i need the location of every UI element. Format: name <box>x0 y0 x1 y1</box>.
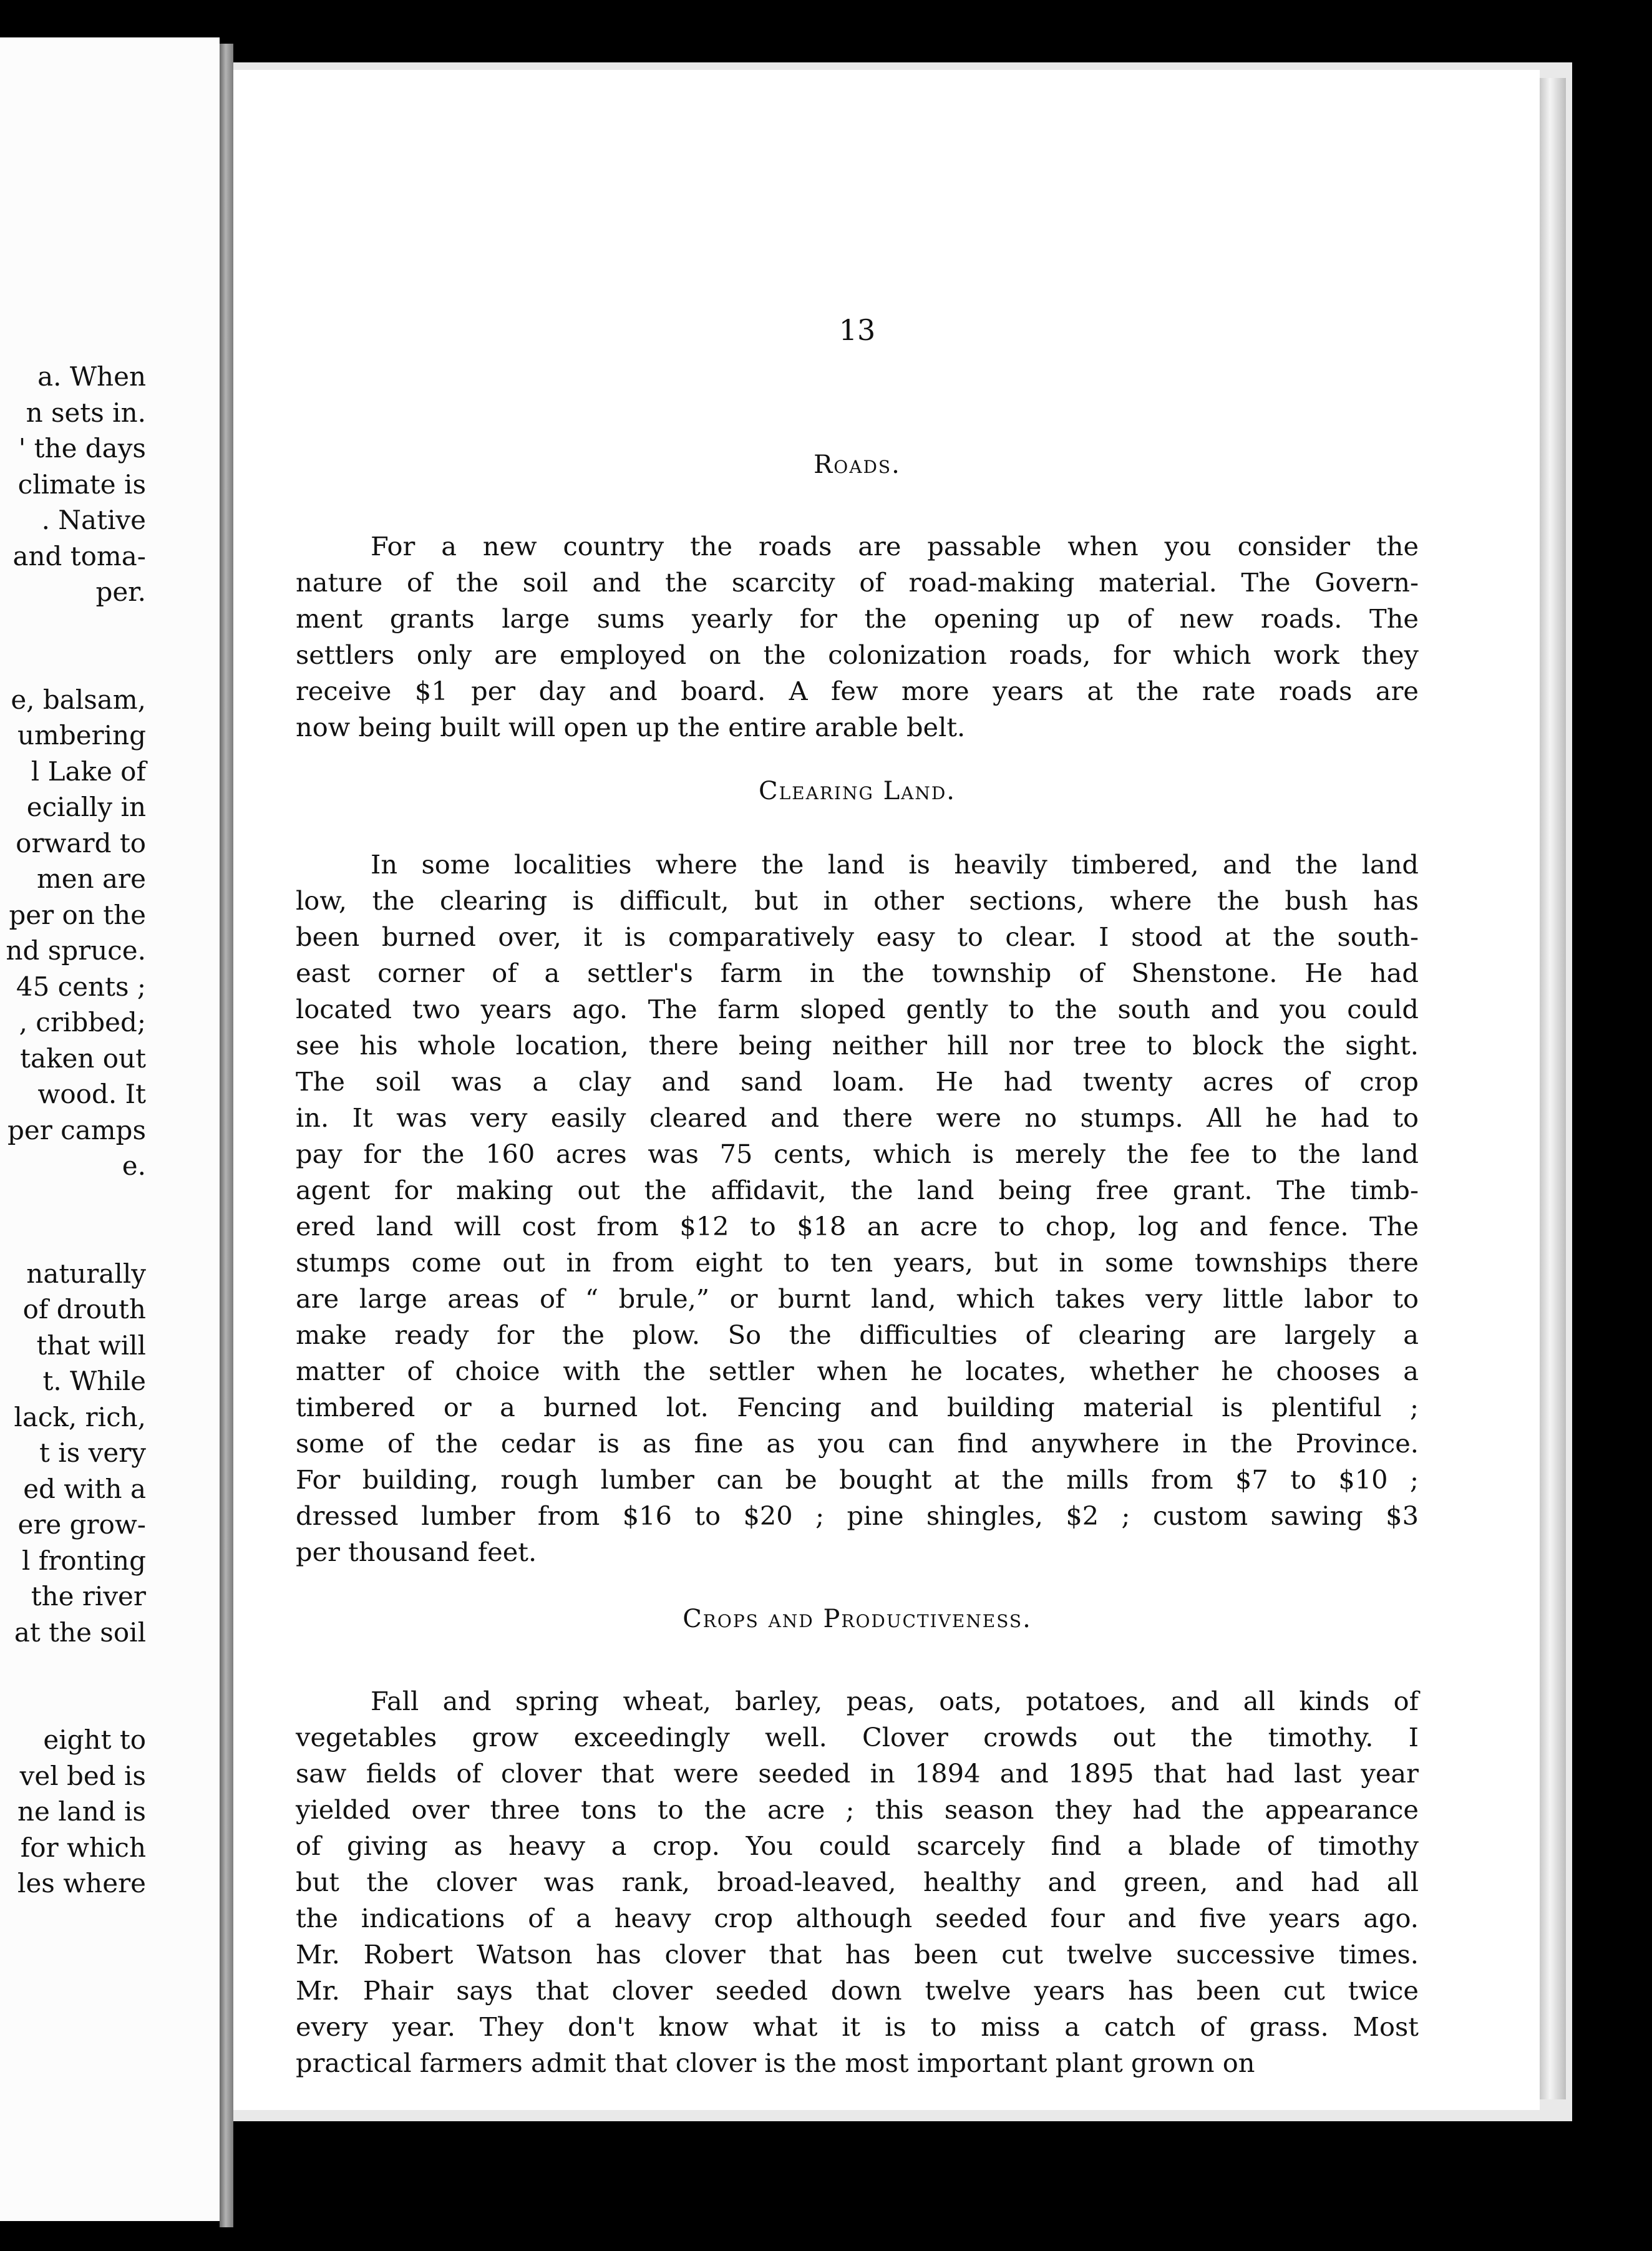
text-line: stumps come out in from eight to ten years, but in some townships there <box>296 1247 1419 1278</box>
left-page-line <box>0 1650 146 1686</box>
text-line: some of the cedar is as fine as you can find anywhere in the Province. <box>296 1428 1419 1459</box>
left-page-line <box>0 1220 146 1256</box>
left-page-line: ' the days <box>18 433 146 464</box>
left-page-line: e. <box>122 1150 146 1181</box>
text-line: In some localities where the land is heavily timbered, and the land <box>371 849 1419 880</box>
left-page-line: at the soil <box>14 1617 146 1648</box>
left-page-line: a. When <box>37 361 146 392</box>
left-page-line: that will <box>36 1330 146 1361</box>
text-line: dressed lumber from $16 to $20 ; pine shingles, $2 ; custom sawing $3 <box>296 1500 1419 1531</box>
text-line: receive $1 per day and board. A few more years at the rate roads are <box>296 676 1419 706</box>
text-line: see his whole location, there being neither hill nor tree to block the sight. <box>296 1030 1419 1061</box>
text-line: For a new country the roads are passable when you consider the <box>371 531 1419 562</box>
left-page-line: vel bed is <box>19 1760 146 1791</box>
section-body-roads <box>296 528 1419 746</box>
text-line: are large areas of “ brule,” or burnt land, which takes very little labor to <box>296 1283 1419 1314</box>
text-line: ered land will cost from $12 to $18 an acre to chop, log and fence. The <box>296 1211 1419 1242</box>
text-line: yielded over three tons to the acre ; this season they had the appearance <box>296 1794 1419 1825</box>
left-page-line: 45 cents ; <box>16 971 146 1002</box>
text-line: but the clover was rank, broad-leaved, healthy and green, and had all <box>296 1867 1419 1897</box>
left-page-line: and toma- <box>12 540 146 571</box>
text-line: make ready for the plow. So the difficulties of clearing are largely a <box>296 1320 1419 1350</box>
text-line: practical farmers admit that clover is the most important plant grown on <box>296 2048 1255 2078</box>
right-page <box>233 70 1540 2110</box>
text-line: located two years ago. The farm sloped gently to the south and you could <box>296 994 1419 1024</box>
section-heading-crops: Crops and Productiveness. <box>683 1605 1032 1633</box>
left-page-line: for which <box>20 1832 146 1863</box>
text-line: matter of choice with the settler when he locates, whether he chooses a <box>296 1356 1419 1386</box>
text-line: the indications of a heavy crop although seeded four and five years ago. <box>296 1903 1419 1933</box>
left-page-line: ed with a <box>23 1473 146 1504</box>
text-line: been burned over, it is comparatively easy to clear. I stood at the south- <box>296 921 1419 952</box>
text-line: Mr. Phair says that clover seeded down twelve years has been cut twice <box>296 1975 1419 2006</box>
left-page-line <box>0 646 146 682</box>
book-gutter <box>220 44 233 2227</box>
left-page-line: t. While <box>42 1366 146 1396</box>
left-page-line: ecially in <box>26 792 146 822</box>
section-body-clearing-land <box>296 847 1419 1570</box>
section-heading-clearing-land: Clearing Land. <box>758 777 956 805</box>
section-body-crops <box>296 1683 1419 2081</box>
left-page-line: orward to <box>16 827 146 858</box>
left-page-line: taken out <box>20 1043 146 1074</box>
text-line: Mr. Robert Watson has clover that has been cut twelve successive times. <box>296 1939 1419 1970</box>
left-page-line: men are <box>36 863 146 894</box>
left-page-line: ne land is <box>17 1796 146 1827</box>
page-edge <box>1540 78 1566 2099</box>
left-page-line: wood. It <box>37 1079 146 1109</box>
text-line: nature of the soil and the scarcity of road-making material. The Govern- <box>296 567 1419 598</box>
text-line: now being built will open up the entire arable belt. <box>296 712 966 742</box>
left-page-line: climate is <box>17 469 146 500</box>
left-page-line: lack, rich, <box>14 1401 146 1432</box>
text-line: per thousand feet. <box>296 1537 537 1567</box>
text-line: For building, rough lumber can be bought at the mills from $7 to $10 ; <box>296 1464 1419 1495</box>
left-page <box>0 37 220 2221</box>
text-line: ment grants large sums yearly for the opening up of new roads. The <box>296 603 1419 634</box>
left-page-line: . Native <box>41 505 146 535</box>
left-page-line: les where <box>17 1868 146 1899</box>
left-page-text-column <box>0 359 146 1902</box>
left-page-line: the river <box>31 1581 146 1612</box>
text-line: timbered or a burned lot. Fencing and building material is plentiful ; <box>296 1392 1419 1422</box>
text-line: vegetables grow exceedingly well. Clover crowds out the timothy. I <box>296 1722 1419 1753</box>
text-line: The soil was a clay and sand loam. He had twenty acres of crop <box>296 1066 1419 1097</box>
left-page-line: t is very <box>39 1437 146 1468</box>
text-line: every year. They don't know what it is to miss a catch of grass. Most <box>296 2011 1419 2042</box>
text-line: low, the clearing is difficult, but in other sections, where the bush has <box>296 885 1419 916</box>
left-page-line: of drouth <box>22 1294 146 1325</box>
left-page-line: eight to <box>43 1724 146 1755</box>
left-page-line: nd spruce. <box>6 935 146 966</box>
left-page-line: per camps <box>7 1114 146 1145</box>
left-page-line: l fronting <box>22 1545 146 1576</box>
left-page-line: per. <box>95 576 146 607</box>
left-page-line <box>0 610 146 646</box>
left-page-line: umbering <box>17 720 146 751</box>
text-line: of giving as heavy a crop. You could scarcely find a blade of timothy <box>296 1830 1419 1861</box>
page-number: 13 <box>838 313 876 347</box>
text-line: settlers only are employed on the colonization roads, for which work they <box>296 639 1419 670</box>
left-page-line: l Lake of <box>31 756 146 787</box>
left-page-line: n sets in. <box>26 397 146 428</box>
text-line: pay for the 160 acres was 75 cents, which is merely the fee to the land <box>296 1139 1419 1169</box>
text-line: east corner of a settler's farm in the township of Shenstone. He had <box>296 958 1419 988</box>
left-page-line <box>0 1184 146 1220</box>
left-page-line: naturally <box>26 1258 146 1289</box>
left-page-line <box>0 1686 146 1723</box>
section-heading-roads: Roads. <box>814 450 901 479</box>
left-page-line: , cribbed; <box>19 1007 146 1038</box>
left-page-line: e, balsam, <box>11 684 146 715</box>
left-page-line: ere grow- <box>17 1509 146 1540</box>
text-line: in. It was very easily cleared and there were no stumps. All he had to <box>296 1102 1419 1133</box>
text-line: agent for making out the affidavit, the land being free grant. The timb- <box>296 1175 1419 1205</box>
text-line: Fall and spring wheat, barley, peas, oats, potatoes, and all kinds of <box>371 1686 1419 1716</box>
left-page-line: per on the <box>9 899 146 930</box>
text-line: saw fields of clover that were seeded in 1894 and 1895 that had last year <box>296 1758 1419 1789</box>
